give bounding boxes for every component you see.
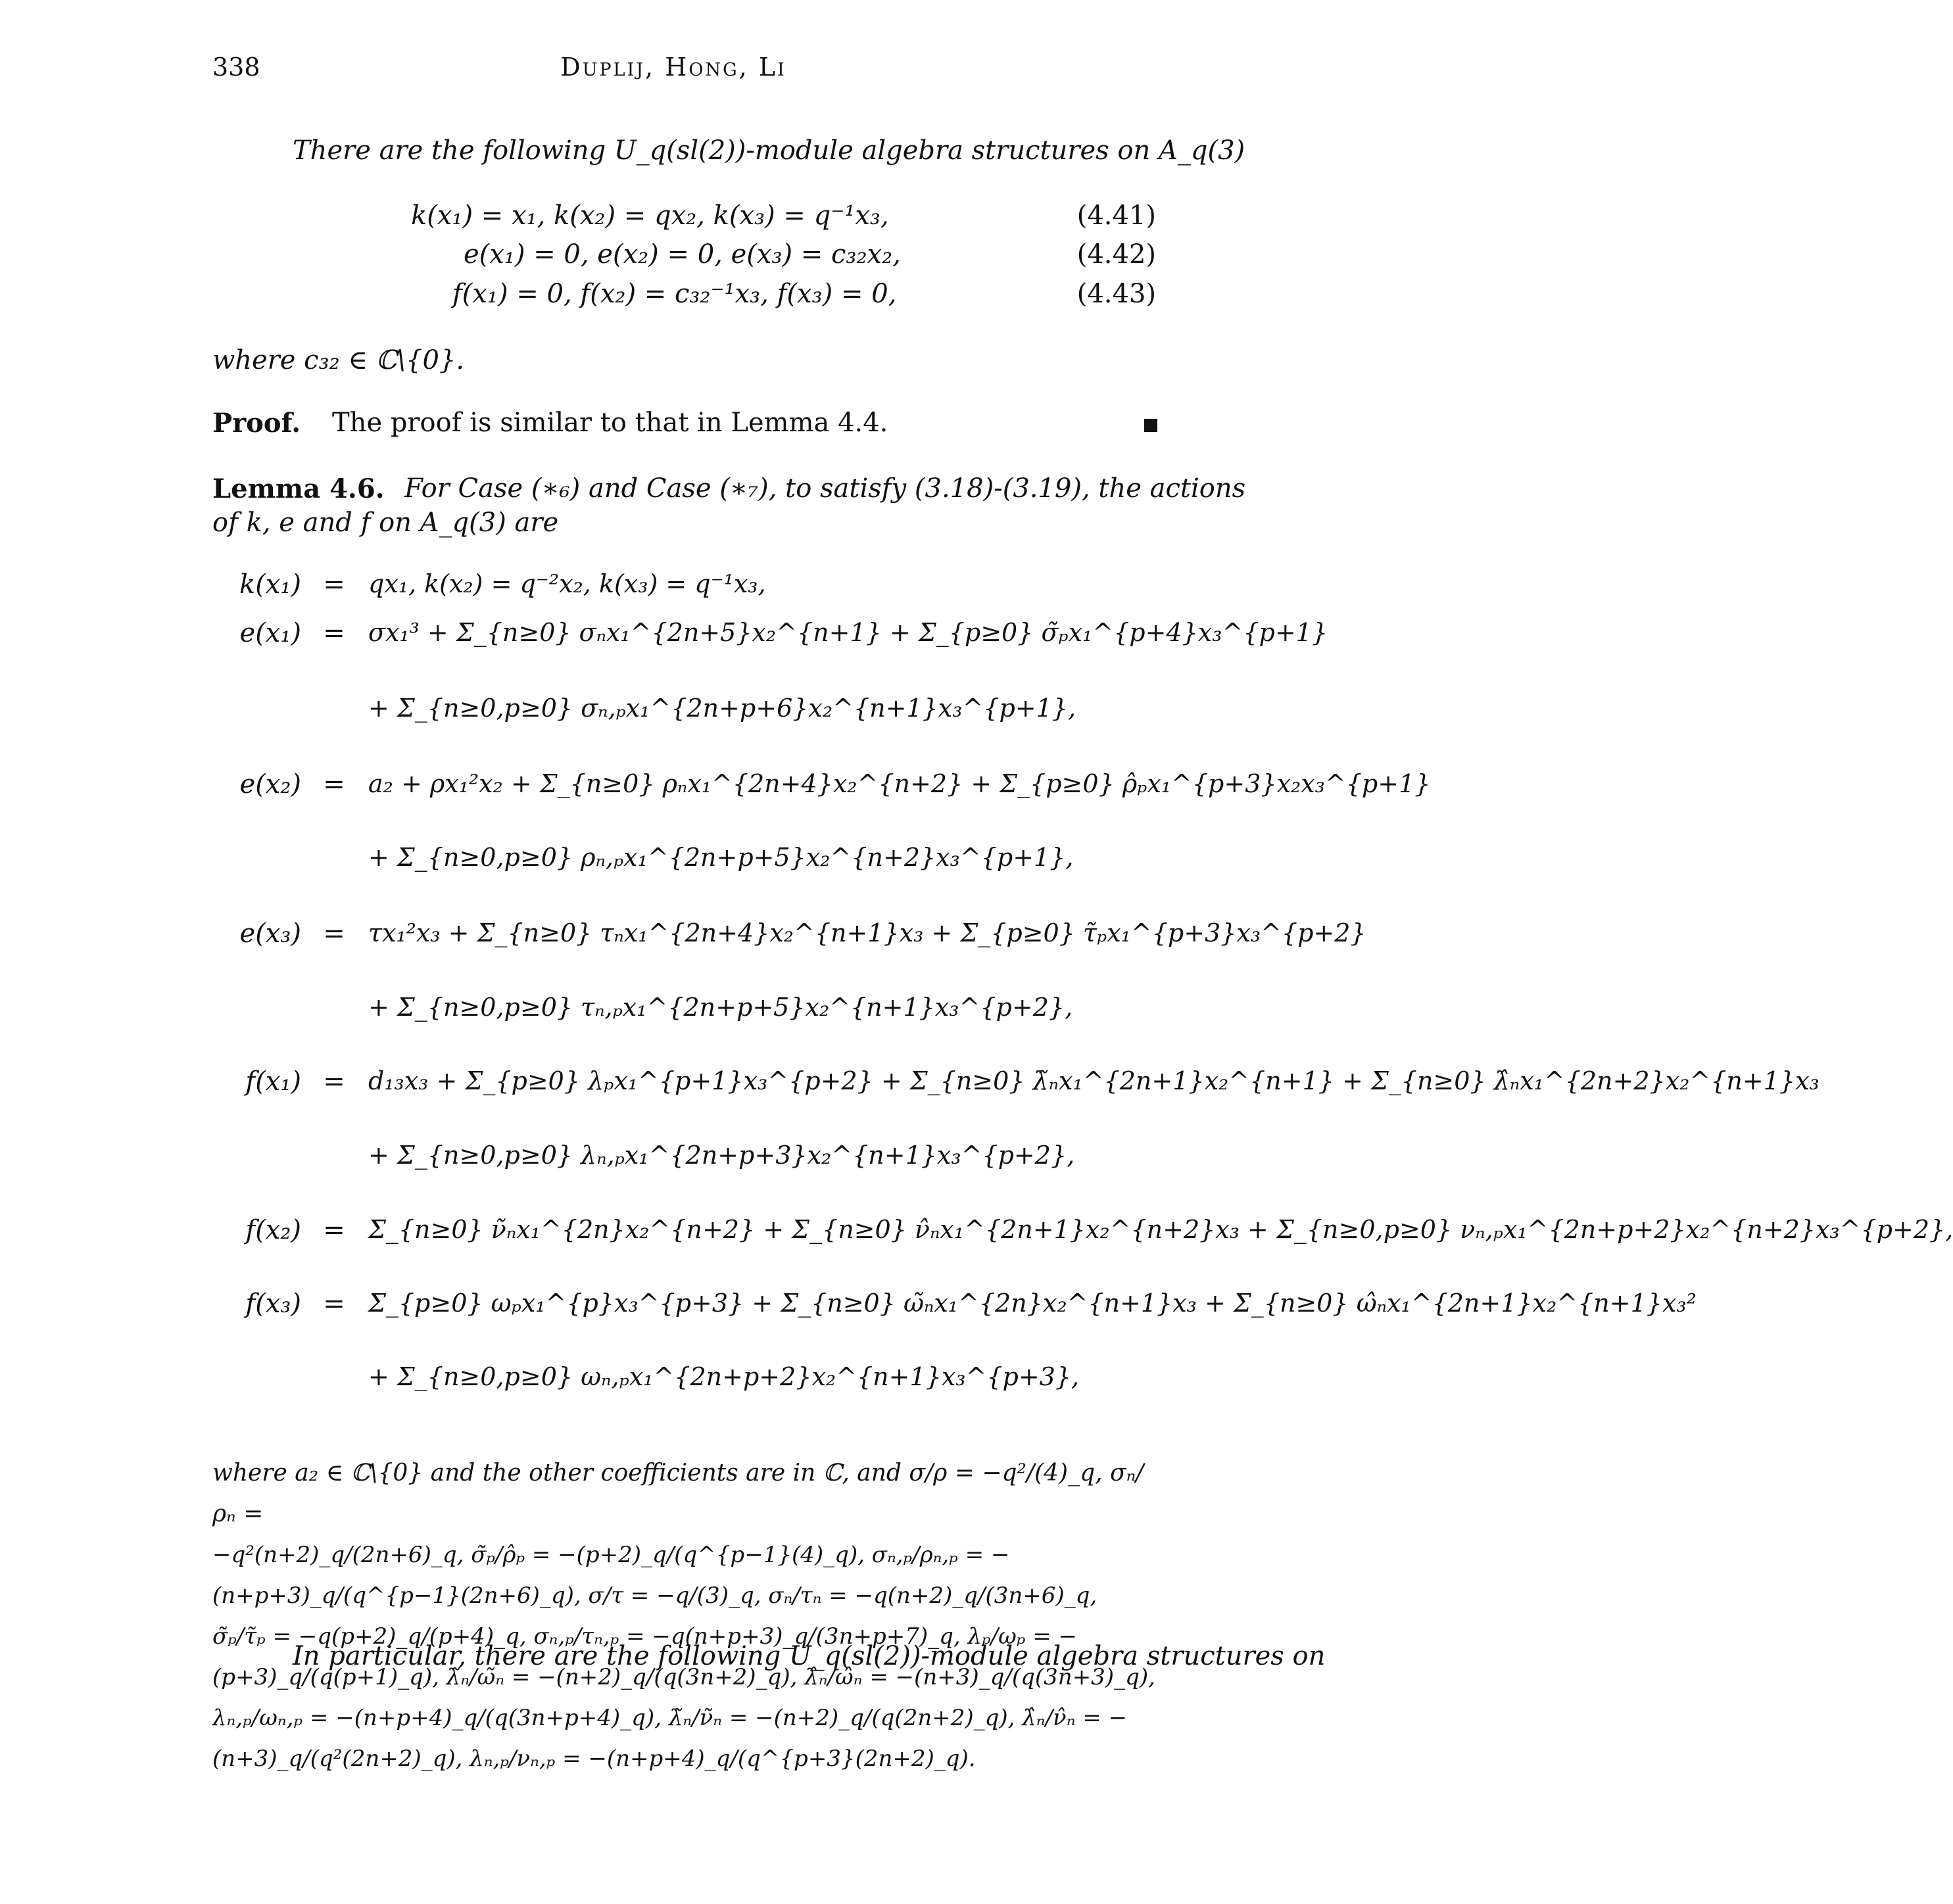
relations-line: where a₂ ∈ ℂ\{0} and the other coefficients are in ℂ, and σ/ρ = −q²/(4)_q, σₙ/ρₙ =: [212, 1460, 1144, 1527]
system-rhs: d₁₃x₃ + Σ_{p≥0} λₚx₁^{p+1}x₃^{p+2} + Σ_{n≥0} λ̃ₙx₁^{2n+1}x₂^{n+1} + Σ_{n≥0} λ̂ₙx₁^{2n+2}x₂^{n+1}x₃: [368, 1066, 1820, 1095]
equation-4-42: e(x₁) = 0, e(x₂) = 0, e(x₃) = c₃₂x₂,: [464, 239, 901, 270]
equation-number-4-41: (4.41): [1076, 201, 1156, 231]
system-rhs: τx₁²x₃ + Σ_{n≥0} τₙx₁^{2n+4}x₂^{n+1}x₃ + Σ_{p≥0} τ̃ₚx₁^{p+3}x₃^{p+2}: [368, 918, 1366, 947]
system-rhs: Σ_{n≥0} ν̃ₙx₁^{2n}x₂^{n+2} + Σ_{n≥0} ν̂ₙx₁^{2n+1}x₂^{n+2}x₃ + Σ_{n≥0,p≥0} νₙ,ₚx₁^{2n+p+2}x₂^{n+2}x₃^{p+2},: [368, 1215, 1953, 1244]
system-rhs: a₂ + ρx₁²x₂ + Σ_{n≥0} ρₙx₁^{2n+4}x₂^{n+2} + Σ_{p≥0} ρ̂ₚx₁^{p+3}x₂x₃^{p+1}: [368, 769, 1431, 798]
page-number: 338: [212, 53, 260, 82]
equals-sign: =: [323, 769, 345, 799]
equals-sign: =: [323, 618, 345, 648]
system-rhs-continued: + Σ_{n≥0,p≥0} λₙ,ₚx₁^{2n+p+3}x₂^{n+1}x₃^{p+2},: [368, 1141, 1075, 1170]
lemma-line-2: of k, e and f on A_q(3) are: [212, 508, 559, 538]
running-title: Duplij, Hong, Li: [560, 53, 786, 82]
qed-square: [1144, 419, 1157, 432]
system-lhs: f(x₂): [245, 1215, 301, 1245]
lemma-line-1: For Case (∗₆) and Case (∗₇), to satisfy (3.18)-(3.19), the actions: [404, 473, 1246, 504]
system-lhs: f(x₁): [245, 1066, 301, 1097]
system-rhs-continued: + Σ_{n≥0,p≥0} σₙ,ₚx₁^{2n+p+6}x₂^{n+1}x₃^{p+1},: [368, 694, 1076, 723]
equals-sign: =: [323, 918, 345, 949]
system-rhs-continued: + Σ_{n≥0,p≥0} ρₙ,ₚx₁^{2n+p+5}x₂^{n+2}x₃^{p+1},: [368, 843, 1074, 872]
system-rhs-continued: + Σ_{n≥0,p≥0} ωₙ,ₚx₁^{2n+p+2}x₂^{n+1}x₃^{p+3},: [368, 1362, 1080, 1391]
equation-number-4-43: (4.43): [1076, 279, 1156, 309]
system-rhs: Σ_{p≥0} ωₚx₁^{p}x₃^{p+3} + Σ_{n≥0} ω̃ₙx₁^{2n}x₂^{n+1}x₃ + Σ_{n≥0} ω̂ₙx₁^{2n+1}x₂^{n+1}x₃²: [368, 1289, 1697, 1318]
equals-sign: =: [323, 1289, 345, 1319]
system-rhs: σx₁³ + Σ_{n≥0} σₙx₁^{2n+5}x₂^{n+1} + Σ_{p≥0} σ̃ₚx₁^{p+4}x₃^{p+1}: [368, 618, 1328, 647]
equation-number-4-42: (4.42): [1076, 239, 1156, 270]
system-rhs-continued: + Σ_{n≥0,p≥0} τₙ,ₚx₁^{2n+p+5}x₂^{n+1}x₃^{p+2},: [368, 993, 1073, 1022]
where-c32: where c₃₂ ∈ ℂ\{0}.: [212, 345, 465, 375]
lemma-label: Lemma 4.6.: [212, 473, 385, 504]
system-rhs: qx₁, k(x₂) = q⁻²x₂, k(x₃) = q⁻¹x₃,: [368, 569, 766, 598]
equals-sign: =: [323, 569, 345, 600]
proof-text: The proof is similar to that in Lemma 4.4.: [332, 408, 888, 438]
equals-sign: =: [323, 1066, 345, 1097]
relations-line: λₙ,ₚ/ωₙ,ₚ = −(n+p+4)_q/(q(3n+p+4)_q), λ̃ₙ/ν̃ₙ = −(n+2)_q/(q(2n+2)_q), λ̂ₙ/ν̂ₙ = −(n+3)_q/(q²(2n+2)_q), λₙ,ₚ/νₙ,ₚ = −(n+p+4)_q/(q^{p+3}(2n+2)_q).: [212, 1705, 1128, 1772]
relations-line: −q²(n+2)_q/(2n+6)_q, σ̃ₚ/ρ̂ₚ = −(p+2)_q/(q^{p−1}(4)_q), σₙ,ₚ/ρₙ,ₚ = −(n+p+3)_q/(q^{p−1}(2n+6)_q), σ/τ = −q/(3)_q, σₙ/τₙ = −q(n+2)_q/(3n+6)_q,: [212, 1542, 1097, 1609]
system-lhs: e(x₃): [239, 918, 301, 949]
system-lhs: e(x₂): [239, 769, 301, 799]
equals-sign: =: [323, 1215, 345, 1245]
intro-sentence: There are the following U_q(sl(2))-module algebra structures on A_q(3): [293, 135, 1245, 166]
coefficient-relations: [212, 1453, 1159, 1779]
system-lhs: e(x₁): [239, 618, 301, 648]
closing-sentence: In particular, there are the following U_q(sl(2))-module algebra structures on: [293, 1641, 1326, 1671]
system-lhs: k(x₁): [239, 569, 301, 600]
relations-line: σ̃ₚ/τ̃ₚ = −q(p+2)_q/(p+4)_q, σₙ,ₚ/τₙ,ₚ = −q(n+p+3)_q/(3n+p+7)_q, λₚ/ωₚ = −(p+3)_q/(q(p+1)_q), λ̃ₙ/ω̃ₙ = −(n+2)_q/(q(3n+2)_q), λ̂ₙ/ω̂ₙ = −(n+3)_q/(q(3n+3)_q),: [212, 1623, 1155, 1690]
system-lhs: f(x₃): [245, 1289, 301, 1319]
equation-4-43: f(x₁) = 0, f(x₂) = c₃₂⁻¹x₃, f(x₃) = 0,: [452, 279, 897, 309]
proof-label: Proof.: [212, 408, 301, 439]
equation-4-41: k(x₁) = x₁, k(x₂) = qx₂, k(x₃) = q⁻¹x₃,: [411, 201, 889, 231]
